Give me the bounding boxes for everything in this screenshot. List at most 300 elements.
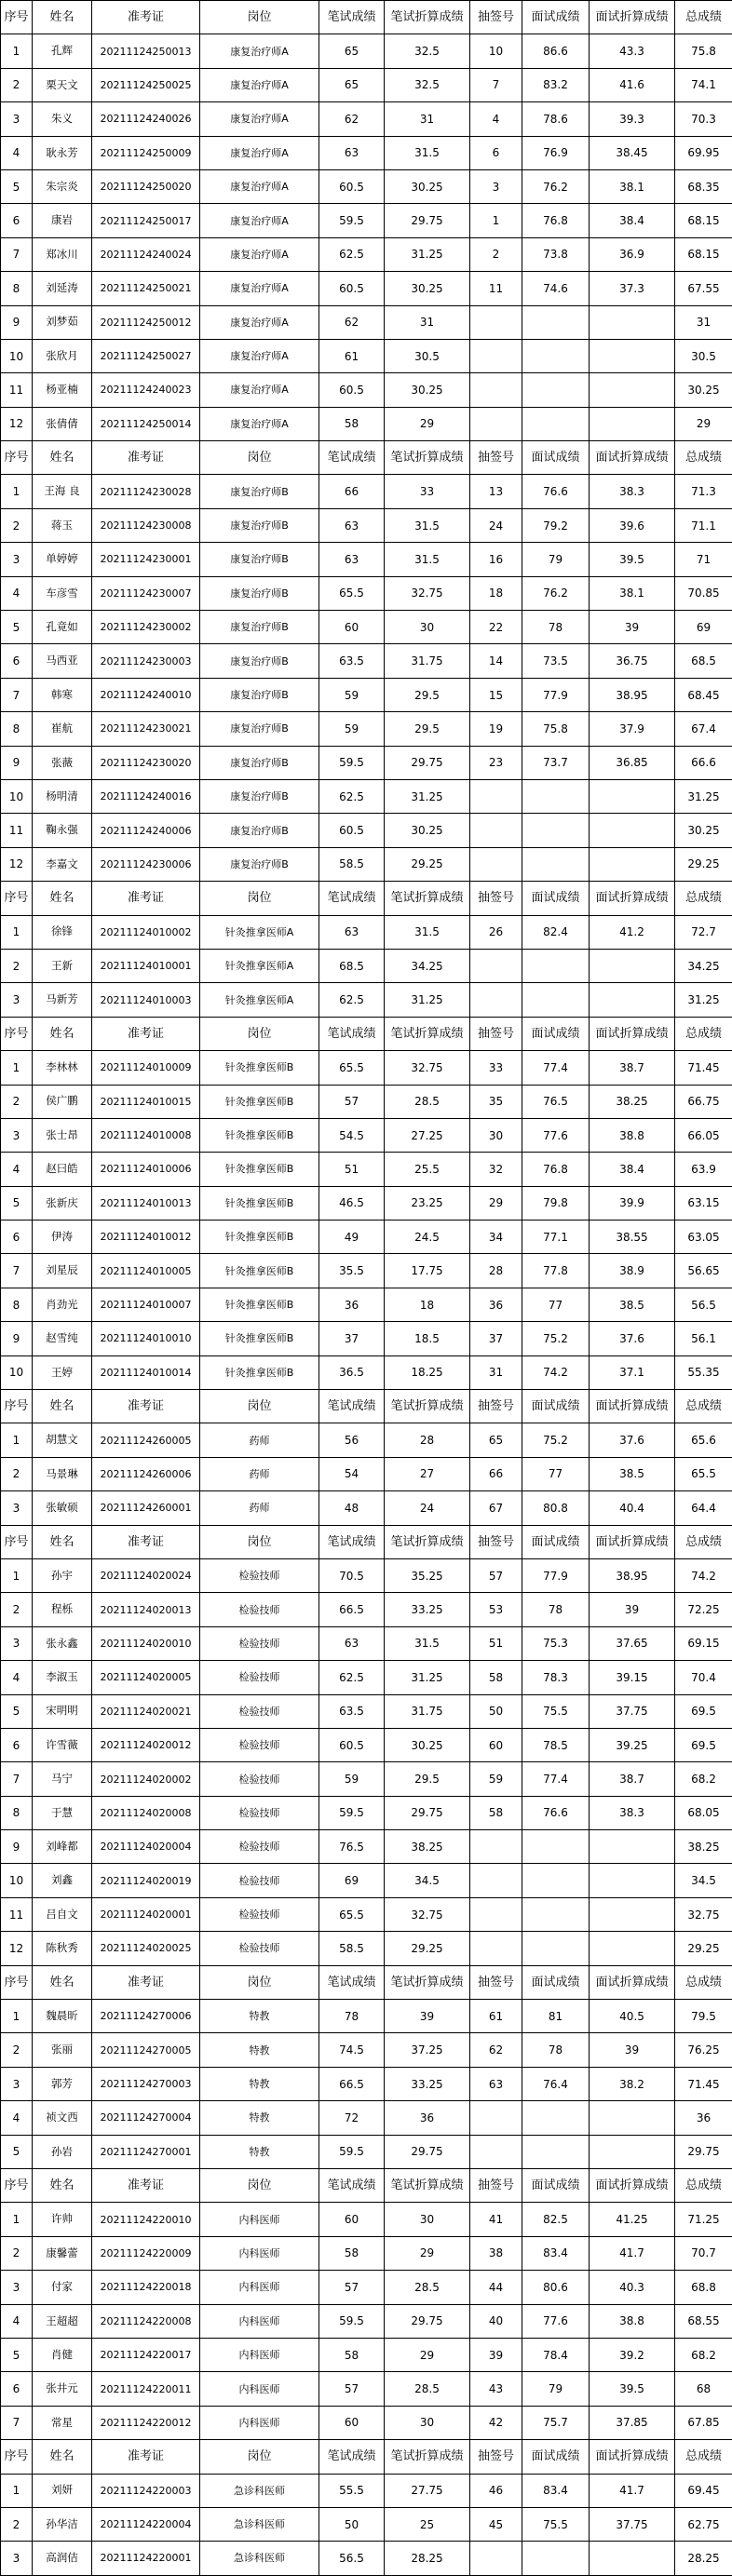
cell-written-score: 58	[319, 2236, 385, 2270]
cell-position: 针灸推拿医师B	[200, 1085, 319, 1118]
cell-written-weighted: 32.5	[385, 34, 470, 68]
cell-written-weighted: 25.5	[385, 1153, 470, 1186]
cell-written-weighted: 32.75	[385, 1051, 470, 1085]
cell-total-score: 75.8	[675, 34, 732, 68]
cell-draw-number	[470, 2101, 522, 2135]
table-row	[1, 1694, 732, 1728]
cell-interview-score: 78.4	[522, 2338, 590, 2371]
cell-ticket-number: 20211124260001	[92, 1491, 200, 1525]
cell-written-score: 56	[319, 1423, 385, 1457]
table-row	[1, 508, 732, 542]
cell-written-weighted: 29.25	[385, 847, 470, 881]
cell-total-score: 69.5	[675, 1694, 732, 1728]
cell-total-score: 34.25	[675, 949, 732, 982]
cell-position: 针灸推拿医师B	[200, 1355, 319, 1389]
cell-draw-number: 19	[470, 712, 522, 746]
cell-name: 张欣月	[33, 339, 92, 372]
cell-draw-number	[470, 373, 522, 407]
cell-ticket-number: 20211124220008	[92, 2304, 200, 2338]
table-row	[1, 1558, 732, 1592]
table-row	[1, 1423, 732, 1457]
header-cell-written-weighted: 笔试折算成绩	[385, 2440, 470, 2474]
cell-total-score: 32.75	[675, 1897, 732, 1931]
header-row	[1, 1, 732, 34]
header-cell-interview-weighted: 面试折算成绩	[590, 1965, 675, 1999]
cell-draw-number: 65	[470, 1423, 522, 1457]
cell-position: 检验技师	[200, 1558, 319, 1592]
table-row	[1, 1932, 732, 1965]
header-row	[1, 2440, 732, 2474]
cell-written-score: 62.5	[319, 779, 385, 813]
table-row	[1, 2000, 732, 2033]
cell-written-weighted: 31.5	[385, 543, 470, 576]
cell-name: 胡慧文	[33, 1423, 92, 1457]
cell-position: 针灸推拿医师A	[200, 983, 319, 1017]
cell-interview-score	[522, 847, 590, 881]
cell-position: 内科医师	[200, 2406, 319, 2439]
header-cell-draw-number: 抽签号	[470, 882, 522, 915]
cell-written-score: 36.5	[319, 1355, 385, 1389]
cell-written-score: 58.5	[319, 847, 385, 881]
cell-seq: 10	[1, 779, 33, 813]
cell-name: 孔辉	[33, 34, 92, 68]
cell-written-score: 65	[319, 34, 385, 68]
cell-interview-score: 78	[522, 1593, 590, 1626]
cell-seq: 7	[1, 237, 33, 271]
cell-written-score: 63	[319, 915, 385, 949]
cell-position: 康复治疗师B	[200, 508, 319, 542]
cell-position: 急诊科医师	[200, 2507, 319, 2541]
cell-seq: 9	[1, 746, 33, 779]
cell-draw-number	[470, 407, 522, 440]
header-cell-name: 姓名	[33, 441, 92, 475]
cell-total-score: 70.4	[675, 1661, 732, 1694]
cell-seq: 2	[1, 949, 33, 982]
cell-interview-score	[522, 2101, 590, 2135]
cell-ticket-number: 20211124240010	[92, 678, 200, 711]
header-cell-name: 姓名	[33, 2169, 92, 2203]
header-cell-ticket-number: 准考证	[92, 2440, 200, 2474]
cell-position: 康复治疗师B	[200, 678, 319, 711]
cell-position: 康复治疗师A	[200, 339, 319, 372]
cell-seq: 2	[1, 2507, 33, 2541]
header-cell-position: 岗位	[200, 1965, 319, 1999]
cell-ticket-number: 20211124020021	[92, 1694, 200, 1728]
table-row	[1, 1457, 732, 1490]
table-row	[1, 475, 732, 508]
cell-total-score: 70.85	[675, 576, 732, 610]
cell-position: 针灸推拿医师B	[200, 1288, 319, 1321]
cell-interview-score: 77.8	[522, 1254, 590, 1288]
cell-written-weighted: 28	[385, 1423, 470, 1457]
cell-interview-score	[522, 407, 590, 440]
cell-position: 康复治疗师A	[200, 373, 319, 407]
cell-written-score: 60	[319, 2406, 385, 2439]
table-row	[1, 2507, 732, 2541]
cell-position: 特教	[200, 2135, 319, 2168]
cell-seq: 1	[1, 1051, 33, 1085]
cell-written-score: 48	[319, 1491, 385, 1525]
cell-ticket-number: 20211124250014	[92, 407, 200, 440]
table-row	[1, 1864, 732, 1897]
cell-draw-number: 6	[470, 136, 522, 169]
cell-position: 针灸推拿医师A	[200, 915, 319, 949]
cell-position: 康复治疗师B	[200, 712, 319, 746]
cell-interview-weighted: 40.3	[590, 2271, 675, 2304]
table-row	[1, 611, 732, 644]
cell-draw-number	[470, 779, 522, 813]
cell-interview-score: 78.6	[522, 102, 590, 136]
cell-ticket-number: 20211124020002	[92, 1762, 200, 1796]
cell-ticket-number: 20211124010009	[92, 1051, 200, 1085]
cell-draw-number	[470, 2542, 522, 2575]
table-row	[1, 1626, 732, 1660]
cell-ticket-number: 20211124270005	[92, 2033, 200, 2067]
cell-interview-weighted	[590, 847, 675, 881]
cell-seq: 2	[1, 2236, 33, 2270]
cell-interview-score: 75.2	[522, 1322, 590, 1355]
table-row	[1, 1288, 732, 1321]
cell-written-weighted: 34.5	[385, 1864, 470, 1897]
cell-draw-number: 46	[470, 2474, 522, 2507]
cell-written-score: 63	[319, 136, 385, 169]
cell-interview-score: 86.6	[522, 34, 590, 68]
header-cell-seq: 序号	[1, 1965, 33, 1999]
header-cell-position: 岗位	[200, 882, 319, 915]
cell-draw-number: 53	[470, 1593, 522, 1626]
cell-draw-number	[470, 847, 522, 881]
cell-seq: 8	[1, 1288, 33, 1321]
cell-seq: 6	[1, 644, 33, 678]
header-cell-interview-weighted: 面试折算成绩	[590, 1525, 675, 1558]
cell-written-weighted: 37.25	[385, 2033, 470, 2067]
header-cell-draw-number: 抽签号	[470, 2169, 522, 2203]
cell-written-score: 69	[319, 1864, 385, 1897]
cell-seq: 2	[1, 2033, 33, 2067]
cell-written-score: 59.5	[319, 1796, 385, 1829]
cell-interview-weighted: 39	[590, 611, 675, 644]
cell-interview-weighted	[590, 983, 675, 1017]
cell-position: 内科医师	[200, 2338, 319, 2371]
cell-seq: 2	[1, 68, 33, 101]
cell-interview-score: 77	[522, 1288, 590, 1321]
header-cell-name: 姓名	[33, 1, 92, 34]
cell-seq: 5	[1, 2135, 33, 2168]
cell-interview-score: 78.3	[522, 1661, 590, 1694]
cell-written-score: 60.5	[319, 814, 385, 847]
table-row	[1, 2067, 732, 2100]
cell-name: 蒋玉	[33, 508, 92, 542]
cell-total-score: 68.55	[675, 2304, 732, 2338]
cell-interview-score	[522, 2135, 590, 2168]
cell-total-score: 65.6	[675, 1423, 732, 1457]
header-cell-interview-score: 面试成绩	[522, 1, 590, 34]
cell-interview-score: 77.4	[522, 1051, 590, 1085]
cell-name: 马景琳	[33, 1457, 92, 1490]
cell-total-score: 62.75	[675, 2507, 732, 2541]
cell-name: 宋明明	[33, 1694, 92, 1728]
cell-total-score: 34.5	[675, 1864, 732, 1897]
cell-ticket-number: 20211124020004	[92, 1830, 200, 1864]
cell-interview-score: 77.1	[522, 1221, 590, 1254]
table-row	[1, 678, 732, 711]
cell-written-weighted: 23.25	[385, 1186, 470, 1220]
table-row	[1, 272, 732, 305]
cell-interview-weighted: 39.6	[590, 508, 675, 542]
cell-interview-weighted: 37.9	[590, 712, 675, 746]
cell-draw-number	[470, 814, 522, 847]
cell-draw-number: 40	[470, 2304, 522, 2338]
cell-interview-weighted: 36.9	[590, 237, 675, 271]
header-cell-interview-score: 面试成绩	[522, 1965, 590, 1999]
cell-interview-weighted	[590, 814, 675, 847]
cell-ticket-number: 20211124250009	[92, 136, 200, 169]
cell-interview-weighted: 38.7	[590, 1051, 675, 1085]
cell-name: 张永鑫	[33, 1626, 92, 1660]
cell-written-score: 54	[319, 1457, 385, 1490]
cell-name: 刘峰都	[33, 1830, 92, 1864]
cell-interview-weighted	[590, 2135, 675, 2168]
header-row	[1, 1525, 732, 1558]
cell-name: 刘星辰	[33, 1254, 92, 1288]
cell-position: 针灸推拿医师A	[200, 949, 319, 982]
cell-total-score: 56.65	[675, 1254, 732, 1288]
cell-position: 康复治疗师A	[200, 407, 319, 440]
cell-written-score: 58.5	[319, 1932, 385, 1965]
cell-seq: 5	[1, 611, 33, 644]
cell-total-score: 72.25	[675, 1593, 732, 1626]
cell-name: 侯广鹏	[33, 1085, 92, 1118]
cell-written-score: 63.5	[319, 1694, 385, 1728]
cell-name: 单婷婷	[33, 543, 92, 576]
cell-interview-score: 76.4	[522, 2067, 590, 2100]
cell-interview-score: 78.5	[522, 1728, 590, 1761]
header-cell-written-weighted: 笔试折算成绩	[385, 1525, 470, 1558]
table-row	[1, 746, 732, 779]
cell-ticket-number: 20211124020012	[92, 1728, 200, 1761]
cell-seq: 3	[1, 102, 33, 136]
cell-name: 郑冰川	[33, 237, 92, 271]
table-row	[1, 2338, 732, 2371]
cell-interview-score: 82.5	[522, 2203, 590, 2236]
cell-seq: 4	[1, 2304, 33, 2338]
cell-interview-score: 74.2	[522, 1355, 590, 1389]
cell-ticket-number: 20211124020019	[92, 1864, 200, 1897]
cell-name: 于慧	[33, 1796, 92, 1829]
cell-ticket-number: 20211124250027	[92, 339, 200, 372]
cell-draw-number	[470, 1830, 522, 1864]
cell-seq: 12	[1, 1932, 33, 1965]
cell-total-score: 68.5	[675, 644, 732, 678]
cell-interview-weighted: 37.85	[590, 2406, 675, 2439]
cell-interview-score	[522, 1864, 590, 1897]
header-cell-total-score: 总成绩	[675, 2440, 732, 2474]
cell-interview-score: 78	[522, 611, 590, 644]
cell-ticket-number: 20211124230021	[92, 712, 200, 746]
cell-name: 常星	[33, 2406, 92, 2439]
cell-interview-score: 77.6	[522, 1118, 590, 1152]
cell-total-score: 70.7	[675, 2236, 732, 2270]
cell-written-weighted: 30.25	[385, 272, 470, 305]
cell-name: 康馨蕾	[33, 2236, 92, 2270]
cell-ticket-number: 20211124010002	[92, 915, 200, 949]
header-cell-name: 姓名	[33, 882, 92, 915]
cell-written-weighted: 33.25	[385, 2067, 470, 2100]
cell-ticket-number: 20211124220003	[92, 2474, 200, 2507]
cell-written-score: 59	[319, 712, 385, 746]
header-cell-written-score: 笔试成绩	[319, 2440, 385, 2474]
cell-name: 高润佶	[33, 2542, 92, 2575]
cell-interview-weighted: 37.3	[590, 272, 675, 305]
cell-ticket-number: 20211124020024	[92, 1558, 200, 1592]
cell-seq: 1	[1, 1423, 33, 1457]
cell-ticket-number: 20211124020010	[92, 1626, 200, 1660]
cell-total-score: 71.3	[675, 475, 732, 508]
cell-ticket-number: 20211124020005	[92, 1661, 200, 1694]
header-cell-name: 姓名	[33, 1525, 92, 1558]
cell-draw-number: 13	[470, 475, 522, 508]
cell-position: 特教	[200, 2000, 319, 2033]
header-cell-written-score: 笔试成绩	[319, 1525, 385, 1558]
header-cell-draw-number: 抽签号	[470, 2440, 522, 2474]
cell-draw-number: 63	[470, 2067, 522, 2100]
header-cell-name: 姓名	[33, 1965, 92, 1999]
cell-written-weighted: 33.25	[385, 1593, 470, 1626]
table-row	[1, 1762, 732, 1796]
cell-written-score: 55.5	[319, 2474, 385, 2507]
score-table-body	[1, 1, 732, 2576]
cell-interview-score: 80.8	[522, 1491, 590, 1525]
table-row	[1, 339, 732, 372]
cell-seq: 6	[1, 2372, 33, 2406]
cell-total-score: 67.4	[675, 712, 732, 746]
cell-draw-number: 29	[470, 1186, 522, 1220]
cell-ticket-number: 20211124270004	[92, 2101, 200, 2135]
cell-written-score: 60.5	[319, 373, 385, 407]
table-row	[1, 204, 732, 237]
header-cell-seq: 序号	[1, 1390, 33, 1423]
cell-written-weighted: 31.5	[385, 1626, 470, 1660]
header-cell-interview-weighted: 面试折算成绩	[590, 882, 675, 915]
cell-total-score: 36	[675, 2101, 732, 2135]
cell-interview-score: 83.4	[522, 2474, 590, 2507]
header-row	[1, 1390, 732, 1423]
cell-total-score: 68.2	[675, 1762, 732, 1796]
cell-seq: 1	[1, 34, 33, 68]
cell-interview-weighted: 37.65	[590, 1626, 675, 1660]
header-cell-total-score: 总成绩	[675, 1965, 732, 1999]
cell-total-score: 29.75	[675, 2135, 732, 2168]
cell-total-score: 31.25	[675, 779, 732, 813]
cell-interview-score	[522, 305, 590, 339]
header-cell-interview-score: 面试成绩	[522, 882, 590, 915]
cell-written-weighted: 29.5	[385, 1762, 470, 1796]
cell-draw-number: 11	[470, 272, 522, 305]
cell-written-weighted: 18	[385, 1288, 470, 1321]
cell-position: 检验技师	[200, 1864, 319, 1897]
cell-draw-number: 43	[470, 2372, 522, 2406]
cell-name: 张新庆	[33, 1186, 92, 1220]
cell-seq: 11	[1, 373, 33, 407]
cell-draw-number: 23	[470, 746, 522, 779]
cell-draw-number	[470, 339, 522, 372]
cell-seq: 4	[1, 1661, 33, 1694]
cell-written-score: 60.5	[319, 272, 385, 305]
cell-interview-score: 79	[522, 2372, 590, 2406]
cell-written-score: 65.5	[319, 1897, 385, 1931]
cell-ticket-number: 20211124270003	[92, 2067, 200, 2100]
cell-position: 针灸推拿医师B	[200, 1153, 319, 1186]
table-row	[1, 237, 732, 271]
header-cell-interview-score: 面试成绩	[522, 1017, 590, 1050]
cell-seq: 5	[1, 169, 33, 203]
cell-name: 张士昂	[33, 1118, 92, 1152]
cell-position: 检验技师	[200, 1661, 319, 1694]
cell-total-score: 68.2	[675, 2338, 732, 2371]
cell-written-score: 74.5	[319, 2033, 385, 2067]
cell-written-weighted: 18.5	[385, 1322, 470, 1355]
cell-ticket-number: 20211124020013	[92, 1593, 200, 1626]
cell-written-weighted: 18.25	[385, 1355, 470, 1389]
cell-ticket-number: 20211124250021	[92, 272, 200, 305]
cell-total-score: 63.9	[675, 1153, 732, 1186]
cell-total-score: 72.7	[675, 915, 732, 949]
cell-interview-score	[522, 1897, 590, 1931]
cell-total-score: 38.25	[675, 1830, 732, 1864]
cell-draw-number: 4	[470, 102, 522, 136]
cell-interview-weighted: 41.2	[590, 915, 675, 949]
header-cell-written-score: 笔试成绩	[319, 1390, 385, 1423]
header-cell-written-score: 笔试成绩	[319, 1965, 385, 1999]
cell-written-weighted: 29.75	[385, 746, 470, 779]
cell-ticket-number: 20211124220010	[92, 2203, 200, 2236]
cell-total-score: 68.45	[675, 678, 732, 711]
cell-draw-number: 34	[470, 1221, 522, 1254]
cell-written-weighted: 29.25	[385, 1932, 470, 1965]
cell-interview-score: 75.5	[522, 2507, 590, 2541]
cell-name: 刘妍	[33, 2474, 92, 2507]
cell-written-weighted: 29.5	[385, 712, 470, 746]
cell-seq: 3	[1, 983, 33, 1017]
cell-written-weighted: 31	[385, 305, 470, 339]
header-cell-draw-number: 抽签号	[470, 1965, 522, 1999]
cell-name: 许帅	[33, 2203, 92, 2236]
cell-position: 针灸推拿医师B	[200, 1221, 319, 1254]
cell-interview-weighted: 37.75	[590, 1694, 675, 1728]
cell-position: 针灸推拿医师B	[200, 1186, 319, 1220]
cell-seq: 11	[1, 1897, 33, 1931]
cell-name: 康岩	[33, 204, 92, 237]
header-cell-seq: 序号	[1, 1525, 33, 1558]
header-cell-written-score: 笔试成绩	[319, 441, 385, 475]
cell-ticket-number: 20211124240023	[92, 373, 200, 407]
cell-interview-weighted: 39.25	[590, 1728, 675, 1761]
cell-written-weighted: 39	[385, 2000, 470, 2033]
header-cell-written-score: 笔试成绩	[319, 1, 385, 34]
table-row	[1, 2406, 732, 2439]
cell-name: 李嘉文	[33, 847, 92, 881]
cell-interview-score	[522, 779, 590, 813]
table-row	[1, 1830, 732, 1864]
cell-written-score: 65.5	[319, 1051, 385, 1085]
cell-draw-number: 42	[470, 2406, 522, 2439]
cell-total-score: 56.1	[675, 1322, 732, 1355]
cell-ticket-number: 20211124020008	[92, 1796, 200, 1829]
cell-position: 康复治疗师B	[200, 814, 319, 847]
cell-written-score: 66	[319, 475, 385, 508]
cell-ticket-number: 20211124250013	[92, 34, 200, 68]
cell-interview-score: 83.2	[522, 68, 590, 101]
